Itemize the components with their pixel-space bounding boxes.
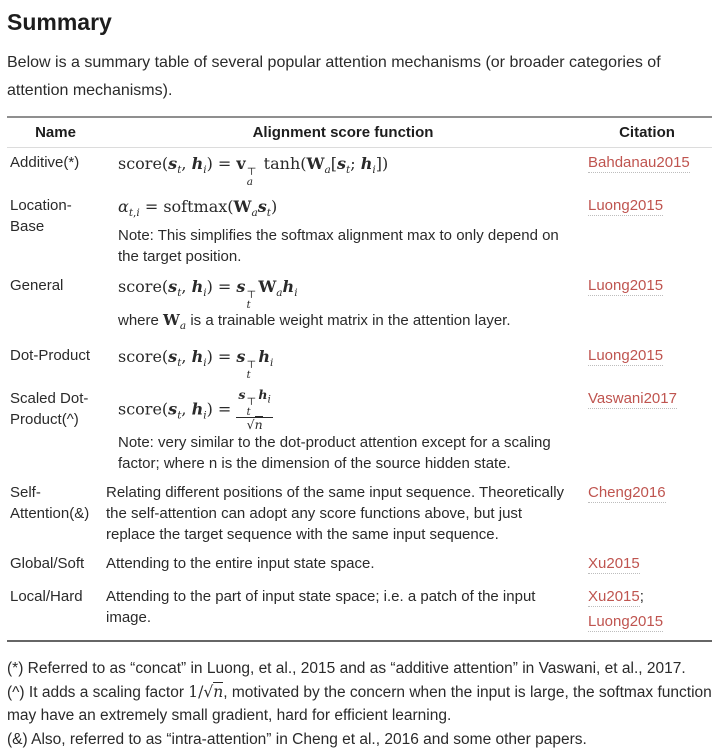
mechanism-name: Local/Hard — [10, 588, 83, 606]
citation-link[interactable]: Bahdanau2015 — [588, 154, 690, 171]
formula-note: Note: This simplifies the softmax alignment max to only depend on the target position. — [118, 227, 559, 266]
mechanism-name: Dot-Product — [10, 347, 91, 365]
section-title: Summary — [7, 9, 112, 35]
footnote-ampersand: (&) Also, referred to as “intra-attention” in Cheng et al., 2016 and some other papers. — [7, 731, 587, 749]
citation-link[interactable]: Xu2015 — [588, 588, 640, 606]
table-row-local-hard — [7, 582, 712, 641]
table-row-global-soft — [7, 549, 712, 582]
table-header-row — [7, 117, 712, 148]
mechanism-name: Scaled Dot-Product(^) — [10, 390, 89, 429]
citation-link[interactable]: Cheng2016 — [588, 484, 666, 502]
mechanism-description: Attending to the entire input state space. — [106, 555, 375, 573]
table-row-dot-product — [7, 341, 712, 384]
citation-cell — [582, 582, 712, 641]
mechanism-description: Relating different positions of the same input sequence. Theoretically the self-attention can adopt any score functions above, but just replace the target sequence with the same input sequence. — [106, 484, 565, 544]
mechanism-name: Location-Base — [10, 197, 72, 235]
alignment-formula: $score(s_t$, $h_i$) = s ⊤ t $h_i$ √n — [118, 387, 271, 433]
table-row-self-attention — [7, 478, 712, 549]
mechanism-name: General — [10, 277, 64, 295]
col-header-function: Alignment score function — [104, 117, 582, 148]
citation-link[interactable]: Luong2015 — [588, 613, 664, 631]
mechanism-name: Global/Soft — [10, 555, 85, 573]
citation-cell — [582, 384, 712, 478]
intro-paragraph: Below is a summary table of several popular attention mechanisms (or broader categories of attention mechanisms). — [7, 54, 661, 99]
alignment-formula: $score(s_t$, $h_i) = v$ ⊤ a $\tanh(W_a[s_t$; $h_i$]) — [118, 154, 389, 188]
formula-note: where $W_a$ is a trainable weight matrix in the attention layer. — [118, 311, 511, 333]
mechanism-description: Attending to the part of input state space; i.e. a patch of the input image. — [106, 588, 536, 627]
alignment-formula: $score(s_t$, $h_i) = s$ ⊤ t $W_ah_i$ — [118, 277, 298, 312]
citation-link[interactable]: Vaswani2017 — [588, 390, 677, 408]
table-row-scaled-dot-product — [7, 384, 712, 478]
table-row-additive — [7, 148, 712, 192]
footnote-caret: (^) It adds a scaling factor 1/√n, motivated by the concern when the input is large, the softmax function may have an extremely small gradient, hard for efficient learning. — [7, 683, 712, 725]
citation-cell — [582, 271, 712, 341]
footnote-asterisk: (*) Referred to as “concat” in Luong, et al., 2015 and as “additive attention” in Vaswani, et al., 2017. — [7, 660, 686, 678]
citation-suffix: ; — [639, 588, 644, 606]
footnotes-block — [7, 657, 712, 751]
alignment-formula: $\alpha_{t,i}$ = $softmax(W_as_t)$ — [118, 197, 278, 220]
col-header-citation: Citation — [582, 117, 712, 148]
citation-cell — [582, 148, 712, 192]
citation-cell — [582, 478, 712, 549]
alignment-formula: $score(s_t$, $h_i) = s$ ⊤ t $h_i$ — [118, 347, 274, 382]
citation-link[interactable]: Luong2015 — [588, 277, 664, 295]
formula-note: Note: very similar to the dot-product attention except for a scaling factor; where n is the dimension of the source hidden state. — [118, 434, 551, 473]
mechanism-name: Self-Attention(&) — [10, 484, 90, 523]
citation-link[interactable]: Xu2015 — [588, 555, 640, 573]
mechanism-name: Additive(*) — [10, 154, 80, 171]
table-row-general — [7, 271, 712, 341]
citation-link[interactable]: Luong2015 — [588, 347, 664, 365]
citation-cell — [582, 341, 712, 384]
attention-summary-table — [7, 116, 712, 642]
citation-cell — [582, 191, 712, 271]
citation-link[interactable]: Luong2015 — [588, 197, 664, 214]
table-row-location-base — [7, 191, 712, 271]
col-header-name: Name — [7, 117, 104, 148]
citation-cell — [582, 549, 712, 582]
